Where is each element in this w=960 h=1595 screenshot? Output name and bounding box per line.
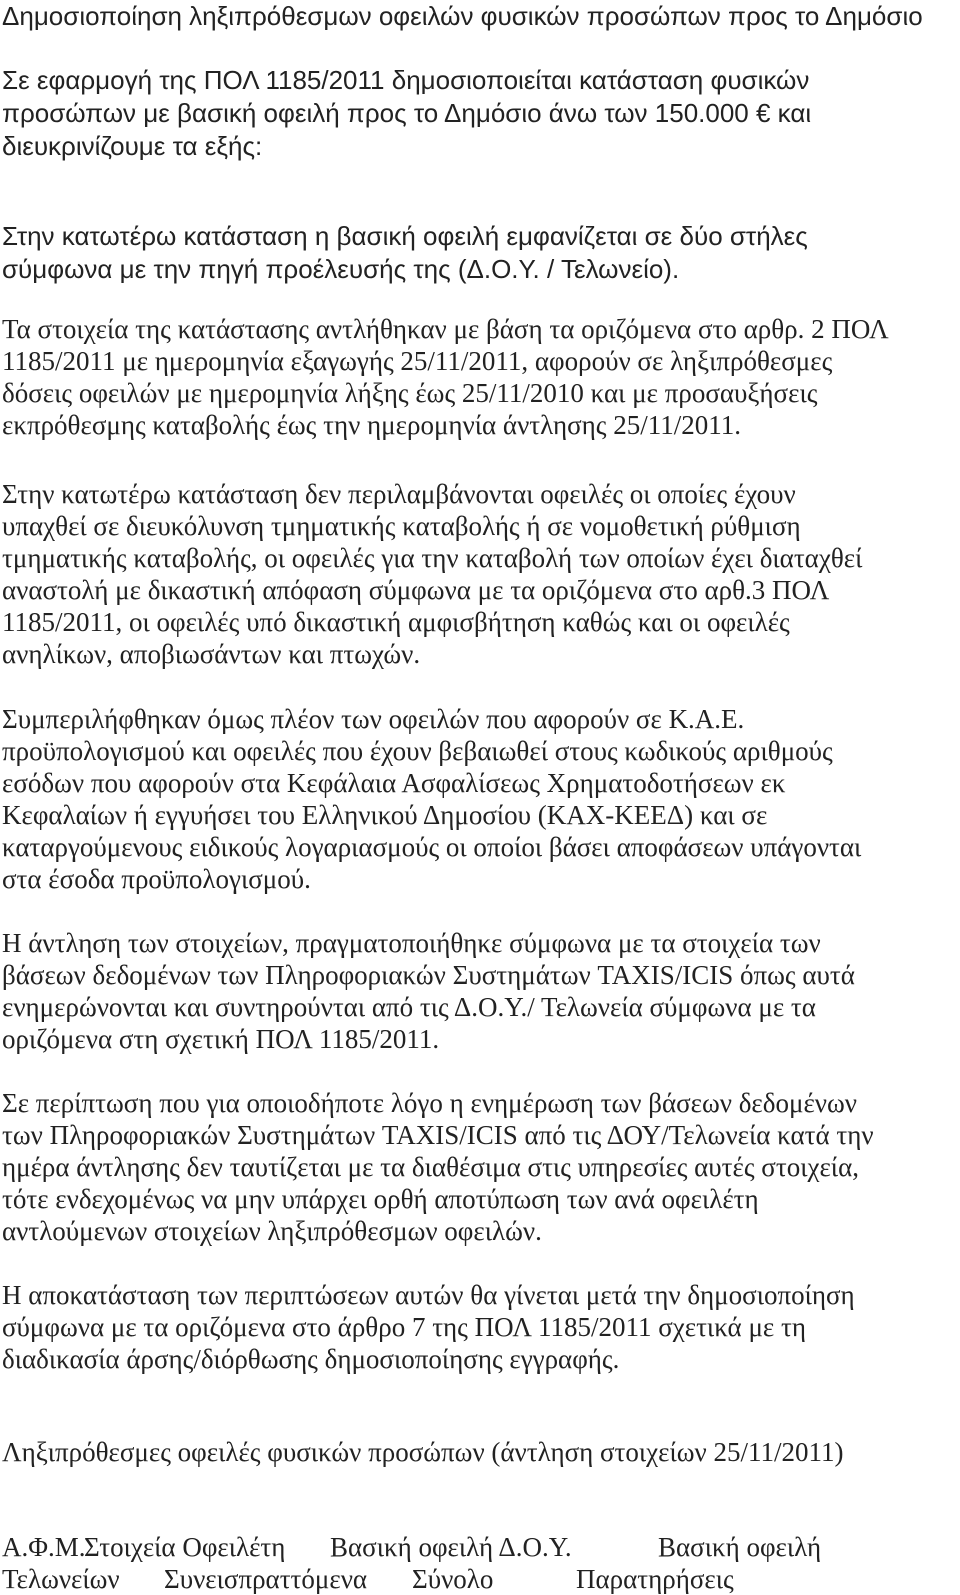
header-co-collected: Συνεισπραττόμενα [164, 1564, 368, 1594]
paragraph-discrepancy: Σε περίπτωση που για οποιοδήποτε λόγο η ενημέρωση των βάσεων δεδομένων των Πληροφοριακών Συστημάτων TAXIS/ICIS από τις ΔΟΥ/Τελωνεία κατά την ημέρα άντλησης δεν ταυτίζεται με τα διαθέσιμα στις υπηρεσίες αυτές στοιχεία, τότε ενδεχομένως να μην υπάρχει ορθή αποτύπωση των ανά οφειλέτη αντλούμενων στοιχείων ληξιπρόθεσμων οφειλών. [2, 1088, 874, 1246]
header-afm: Α.Φ.Μ. [2, 1532, 86, 1562]
header-remarks: Παρατηρήσεις [576, 1564, 734, 1594]
header-total: Σύνολο [412, 1564, 494, 1594]
paragraph-exclusions: Στην κατωτέρω κατάσταση δεν περιλαμβάνονται οφειλές οι οποίες έχουν υπαχθεί σε διευκόλυνση τμηματικής καταβολής ή σε νομοθετική ρύθμιση τμηματικής καταβολής, οι οφειλές για την καταβολή των οποίων έχει διαταχθεί αναστολή με δικαστική απόφαση σύμφωνα με τα οριζόμενα στο αρθ.3 ΠΟΛ 1185/2011, οι οφειλές υπό δικαστική αμφισβήτηση καθώς και οι οφειλές ανηλίκων, αποβιωσάντων και πτωχών. [2, 479, 863, 669]
header-main-debt-doy: Βασική οφειλή Δ.Ο.Υ. [330, 1532, 572, 1562]
paragraph-restoration: Η αποκατάσταση των περιπτώσεων αυτών θα γίνεται μετά την δημοσιοποίηση σύμφωνα με τα οριζόμενα στο άρθρο 7 της ΠΟΛ 1185/2011 σχετικά με τη διαδικασία άρσης/διόρθωσης δημοσιοποίησης εγγραφής. [2, 1280, 855, 1374]
paragraph-columns-note: Στην κατωτέρω κατάσταση η βασική οφειλή εμφανίζεται σε δύο στήλες σύμφωνα με την πηγή προέλευσής της (Δ.Ο.Υ. / Τελωνείο). [2, 221, 808, 284]
header-main-debt: Βασική οφειλή [658, 1532, 822, 1562]
list-heading: Ληξιπρόθεσμες οφειλές φυσικών προσώπων (άντληση στοιχείων 25/11/2011) [2, 1437, 844, 1467]
paragraph-intro: Σε εφαρμογή της ΠΟΛ 1185/2011 δημοσιοποιείται κατάσταση φυσικών προσώπων με βασική οφειλή προς το Δημόσιο άνω των 150.000 € και διευκρινίζουμε τα εξής: [2, 65, 812, 161]
paragraph-inclusions: Συμπεριλήφθηκαν όμως πλέον των οφειλών που αφορούν σε Κ.Α.Ε. προϋπολογισμού και οφειλές που έχουν βεβαιωθεί στους κωδικούς αριθμούς εσόδων που αφορούν στα Κεφάλαια Ασφαλίσεως Χρηματοδοτήσεων εκ Κεφαλαίων ή εγγυήσει του Ελληνικού Δημοσίου (ΚΑΧ-ΚΕΕΔ) και σε καταργούμενους ειδικούς λογαριασμούς οι οποίοι βάσει αποφάσεων υπάγονται στα έσοδα προϋπολογισμού. [2, 704, 862, 894]
paragraph-extraction: Η άντληση των στοιχείων, πραγματοποιήθηκε σύμφωνα με τα στοιχεία των βάσεων δεδομένων των Πληροφοριακών Συστημάτων TAXIS/ICIS όπως αυτά ενημερώνονται και συντηρούνται από τις Δ.Ο.Υ./ Τελωνεία σύμφωνα με τα οριζόμενα στη σχετική ΠΟΛ 1185/2011. [2, 928, 855, 1054]
header-debtor-data: Στοιχεία Οφειλέτη [84, 1532, 286, 1562]
header-customs: Τελωνείων [2, 1564, 120, 1594]
document-title: Δημοσιοποίηση ληξιπρόθεσμων οφειλών φυσικών προσώπων προς το Δημόσιο [2, 1, 923, 31]
paragraph-data-source: Τα στοιχεία της κατάστασης αντλήθηκαν με βάση τα οριζόμενα στο αρθρ. 2 ΠΟΛ 1185/2011 με ημερομηνία εξαγωγής 25/11/2011, αφορούν σε ληξιπρόθεσμες δόσεις οφειλών με ημερομηνία λήξης έως 25/11/2010 και με προσαυξήσεις εκπρόθεσμης καταβολής έως την ημερομηνία άντλησης 25/11/2011. [2, 314, 889, 440]
